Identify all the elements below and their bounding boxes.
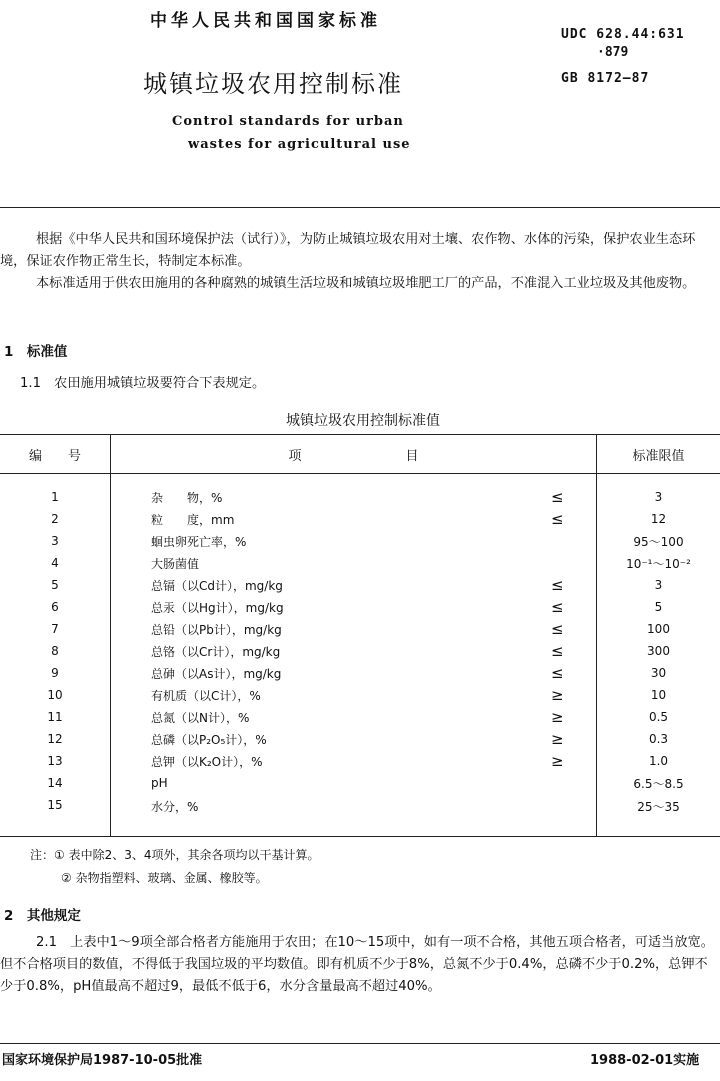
table-spacer-row: [0, 474, 720, 487]
section-2-body: [0, 932, 714, 998]
intro-paragraph-2: 本标准适用于供农田施用的各种腐熟的城镇生活垃圾和城镇垃圾堆肥工厂的产品，不准混入工业垃圾及其他废物。: [36, 276, 696, 291]
row-relation-symbol: ≤: [551, 488, 564, 506]
row-limit: 0.3: [648, 732, 669, 746]
row-item-cell: [111, 508, 597, 530]
table-header-row: [0, 435, 720, 474]
row-relation-symbol: ≤: [551, 510, 564, 528]
row-limit: 10: [650, 688, 667, 702]
table-title: 城镇垃圾农用控制标准值: [286, 413, 440, 429]
table-row: [0, 728, 720, 750]
row-item: 水分，%: [151, 800, 199, 814]
row-item: 杂 物，%: [151, 490, 223, 505]
row-limit: 25～35: [597, 794, 720, 837]
row-number: 11: [0, 706, 111, 728]
row-limit: 6.5～8.5: [633, 776, 684, 791]
row-item-cell: [111, 640, 597, 662]
table-row: [0, 794, 720, 837]
title-english-line2: wastes for agricultural use: [188, 137, 411, 152]
row-limit: 95～100: [633, 534, 684, 549]
row-number: 13: [0, 750, 111, 772]
row-relation-symbol: ≤: [551, 576, 564, 594]
row-limit: 5: [654, 600, 663, 614]
row-limit: 30: [650, 666, 667, 680]
row-item: 总氮（以N计），%: [151, 710, 250, 725]
row-item-cell: [111, 486, 597, 508]
row-item-cell: [111, 662, 597, 684]
gb-number: GB 8172—87: [561, 71, 650, 86]
effective-date: 1988-02-01实施: [590, 1053, 700, 1068]
row-relation-symbol: ≤: [551, 642, 564, 660]
table-row: [0, 552, 720, 574]
row-item: 总钾（以K₂O计），%: [151, 754, 263, 769]
row-number: 12: [0, 728, 111, 750]
title-chinese: 城镇垃圾农用控制标准: [143, 70, 403, 98]
table-row: [0, 772, 720, 794]
row-item: 总镉（以Cd计），mg/kg: [151, 578, 283, 593]
table-row: [0, 508, 720, 530]
col-header-number: 编 号: [0, 435, 111, 474]
row-item-cell: [111, 530, 597, 552]
row-item: 有机质（以C计），%: [151, 688, 261, 703]
row-item: pH: [151, 776, 168, 790]
table-row: [0, 706, 720, 728]
row-relation-symbol: ≥: [551, 686, 564, 704]
row-number: 7: [0, 618, 111, 640]
table-row: [0, 684, 720, 706]
table-row: [0, 574, 720, 596]
row-limit: 3: [654, 578, 663, 592]
section-2-1-paragraph: 2.1 上表中1～9项全部合格者方能施用于农田；在10～15项中，如有一项不合格，其他五项合格者，可适当放宽。但不合格项目的数值，不得低于我国垃圾的平均数值。即有机质不少于8%，总氮不少于0.4%，总磷不少于0.2%，总钾不少于0.8%，pH值最高不超过9，最低不低于6，水分含量最高不超过40%。: [0, 935, 714, 994]
row-item-cell: [111, 684, 597, 706]
row-relation-symbol: ≥: [551, 708, 564, 726]
table-row: [0, 530, 720, 552]
row-limit: 12: [650, 512, 667, 526]
row-item: 大肠菌值: [151, 556, 200, 571]
row-item-cell: [111, 706, 597, 728]
col-header-item: 项 目: [111, 435, 597, 474]
row-number: 6: [0, 596, 111, 618]
row-item: 总磷（以P₂O₅计），%: [151, 732, 267, 747]
note-1: 注：① 表中除2、3、4项外，其余各项均以干基计算。: [30, 848, 320, 862]
row-limit: 0.5: [648, 710, 669, 724]
row-number: 2: [0, 508, 111, 530]
section-1-1-text: 1.1 农田施用城镇垃圾要符合下表规定。: [20, 376, 266, 391]
row-item: 总砷（以As计），mg/kg: [151, 666, 282, 681]
row-number: 10: [0, 684, 111, 706]
footer-divider: [0, 1043, 720, 1044]
table-row: [0, 486, 720, 508]
row-item-cell: [111, 596, 597, 618]
row-item-cell: [111, 728, 597, 750]
title-english-line1: Control standards for urban: [172, 114, 404, 129]
udc-code-cont: ·879: [597, 45, 629, 60]
row-relation-symbol: ≤: [551, 620, 564, 638]
approval-date: 国家环境保护局1987-10-05批准: [2, 1053, 203, 1068]
row-item-cell: [111, 794, 597, 837]
row-limit: 100: [647, 622, 670, 636]
row-number: 1: [0, 486, 111, 508]
row-number: 8: [0, 640, 111, 662]
row-limit: 300: [647, 644, 670, 658]
row-item: 总铬（以Cr计），mg/kg: [151, 644, 281, 659]
section-1-heading: 1 标准值: [4, 344, 68, 360]
col-header-limit: 标准限值: [597, 435, 720, 474]
row-item: 蛔虫卵死亡率，%: [151, 534, 247, 549]
row-limit: 1.0: [648, 754, 669, 768]
row-item-cell: [111, 552, 597, 574]
row-limit: 3: [654, 490, 663, 504]
header-divider: [0, 207, 720, 208]
row-limit: 10⁻¹～10⁻²: [626, 556, 691, 571]
row-item-cell: [111, 750, 597, 772]
table-row: [0, 662, 720, 684]
row-relation-symbol: ≤: [551, 598, 564, 616]
row-relation-symbol: ≥: [551, 730, 564, 748]
row-number: 5: [0, 574, 111, 596]
section-2-heading: 2 其他规定: [4, 908, 81, 924]
issuing-org: 中华人民共和国国家标准: [150, 11, 381, 31]
row-number: 4: [0, 552, 111, 574]
row-item-cell: [111, 772, 597, 794]
intro-paragraph-1: 根据《中华人民共和国环境保护法（试行）》，为防止城镇垃圾农用对土壤、农作物、水体的污染，保护农业生态环境，保证农作物正常生长，特制定本标准。: [0, 232, 696, 269]
row-number: 9: [0, 662, 111, 684]
table-row: [0, 596, 720, 618]
row-number: 3: [0, 530, 111, 552]
row-relation-symbol: ≤: [551, 664, 564, 682]
row-item: 总汞（以Hg计），mg/kg: [151, 600, 284, 615]
standards-table: [0, 434, 720, 837]
row-item: 粒 度，mm: [151, 512, 235, 527]
row-relation-symbol: ≥: [551, 752, 564, 770]
table-row: [0, 618, 720, 640]
udc-code: UDC 628.44:631: [561, 27, 685, 42]
table-row: [0, 640, 720, 662]
intro-paragraphs: [0, 229, 714, 295]
row-item: 总铅（以Pb计），mg/kg: [151, 622, 282, 637]
row-number: 15: [0, 794, 111, 837]
note-2: ② 杂物指塑料、玻璃、金属、橡胶等。: [61, 871, 268, 885]
row-number: 14: [0, 772, 111, 794]
row-item-cell: [111, 574, 597, 596]
table-row: [0, 750, 720, 772]
row-item-cell: [111, 618, 597, 640]
